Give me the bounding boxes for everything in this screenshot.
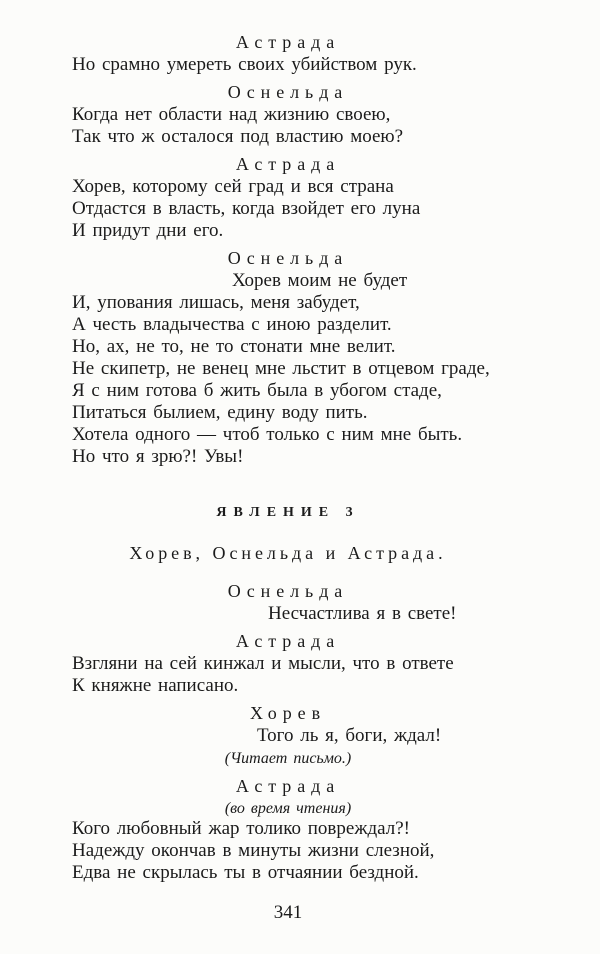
verse-line: А честь владычества с иною разделит. bbox=[72, 314, 392, 335]
verse-line: Едва не скрылась ты в отчаянии бездной. bbox=[72, 862, 419, 883]
verse-line: Хорев моим не будет bbox=[232, 270, 408, 291]
speaker-name: Астрада bbox=[235, 631, 341, 651]
verse-line: Но срамно умереть своих убийством рук. bbox=[72, 54, 417, 75]
verse-line: Не скипетр, не венец мне льстит в отцевом граде, bbox=[72, 358, 490, 379]
speaker-name: Оснельда bbox=[227, 581, 349, 601]
verse-line: Но что я зрю?! Увы! bbox=[72, 446, 244, 467]
cast-list: Хорев, Оснельда и Астрада. bbox=[129, 543, 447, 563]
speaker-name: Оснельда bbox=[227, 248, 349, 268]
speaker-name: Астрада bbox=[235, 776, 341, 796]
speaker-name: Оснельда bbox=[227, 82, 349, 102]
scene-heading: ЯВЛЕНИЕ 3 bbox=[216, 505, 360, 520]
verse-line: Кого любовный жар толико повреждал?! bbox=[72, 818, 410, 839]
verse-line: Питаться былием, едину воду пить. bbox=[72, 402, 368, 423]
verse-line: Взгляни на сей кинжал и мысли, что в ответе bbox=[72, 653, 454, 674]
verse-line: Того ль я, боги, ждал! bbox=[257, 725, 442, 746]
verse-line: Отдастся в власть, когда взойдет его луна bbox=[72, 198, 421, 219]
speaker-name: Хорев bbox=[249, 703, 327, 723]
speaker-name: Астрада bbox=[235, 154, 341, 174]
verse-line: Хотела одного — чтоб только с ним мне быть. bbox=[72, 424, 463, 445]
verse-line: Хорев, которому сей град и вся страна bbox=[72, 176, 394, 197]
page-number: 341 bbox=[273, 902, 303, 923]
speaker-name: Астрада bbox=[235, 32, 341, 52]
stage-direction: (во время чтения) bbox=[224, 800, 352, 817]
verse-line: Я с ним готова б жить была в убогом стаде, bbox=[72, 380, 442, 401]
verse-line: Надежду окончав в минуты жизни слезной, bbox=[72, 840, 435, 861]
verse-line: И придут дни его. bbox=[72, 220, 224, 241]
stage-direction: (Читает письмо.) bbox=[224, 750, 352, 767]
verse-line: Но, ах, не то, не то стонати мне велит. bbox=[72, 336, 396, 357]
verse-line: Несчастлива я в свете! bbox=[268, 603, 457, 624]
verse-line: Так что ж осталося под властию моею? bbox=[72, 126, 404, 147]
verse-line: К княжне написано. bbox=[72, 675, 239, 696]
verse-line: И, упования лишась, меня забудет, bbox=[72, 292, 360, 313]
verse-line: Когда нет области над жизнию своею, bbox=[72, 104, 391, 125]
